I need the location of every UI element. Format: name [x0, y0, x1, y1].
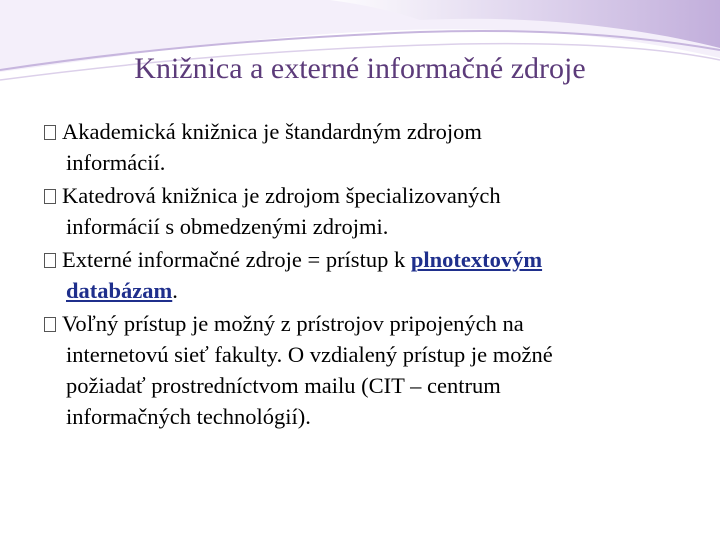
bullet-text: . [172, 278, 178, 303]
bullet-text: informačných technológií). [66, 404, 311, 429]
bullet-text: Externé informačné zdroje = prístup k [62, 247, 411, 272]
bullet-item [44, 180, 694, 242]
bullet-text: Katedrová knižnica je zdrojom špecializovaných [62, 183, 501, 208]
bullet-text: Voľný prístup je možný z prístrojov pripojených na [62, 311, 524, 336]
bullet-marker-icon [44, 317, 56, 332]
fulltext-databases-link[interactable]: databázam [66, 278, 173, 303]
bullet-item [44, 244, 694, 306]
bullet-marker-icon [44, 253, 56, 268]
bullet-text: požiadať prostredníctvom mailu (CIT – centrum [66, 373, 501, 398]
bullet-item [44, 308, 694, 432]
slide-title: Knižnica a externé informačné zdroje [134, 52, 586, 85]
bullet-text: informácií s obmedzenými zdrojmi. [66, 214, 389, 239]
bullet-marker-icon [44, 125, 56, 140]
bullet-item [44, 116, 694, 178]
bullet-text: informácií. [66, 150, 166, 175]
bullet-text: internetovú sieť fakulty. O vzdialený prístup je možné [66, 342, 553, 367]
fulltext-databases-link[interactable]: plnotextovým [410, 247, 543, 272]
bullet-list [44, 116, 694, 434]
bullet-text: Akademická knižnica je štandardným zdrojom [62, 119, 482, 144]
bullet-marker-icon [44, 189, 56, 204]
